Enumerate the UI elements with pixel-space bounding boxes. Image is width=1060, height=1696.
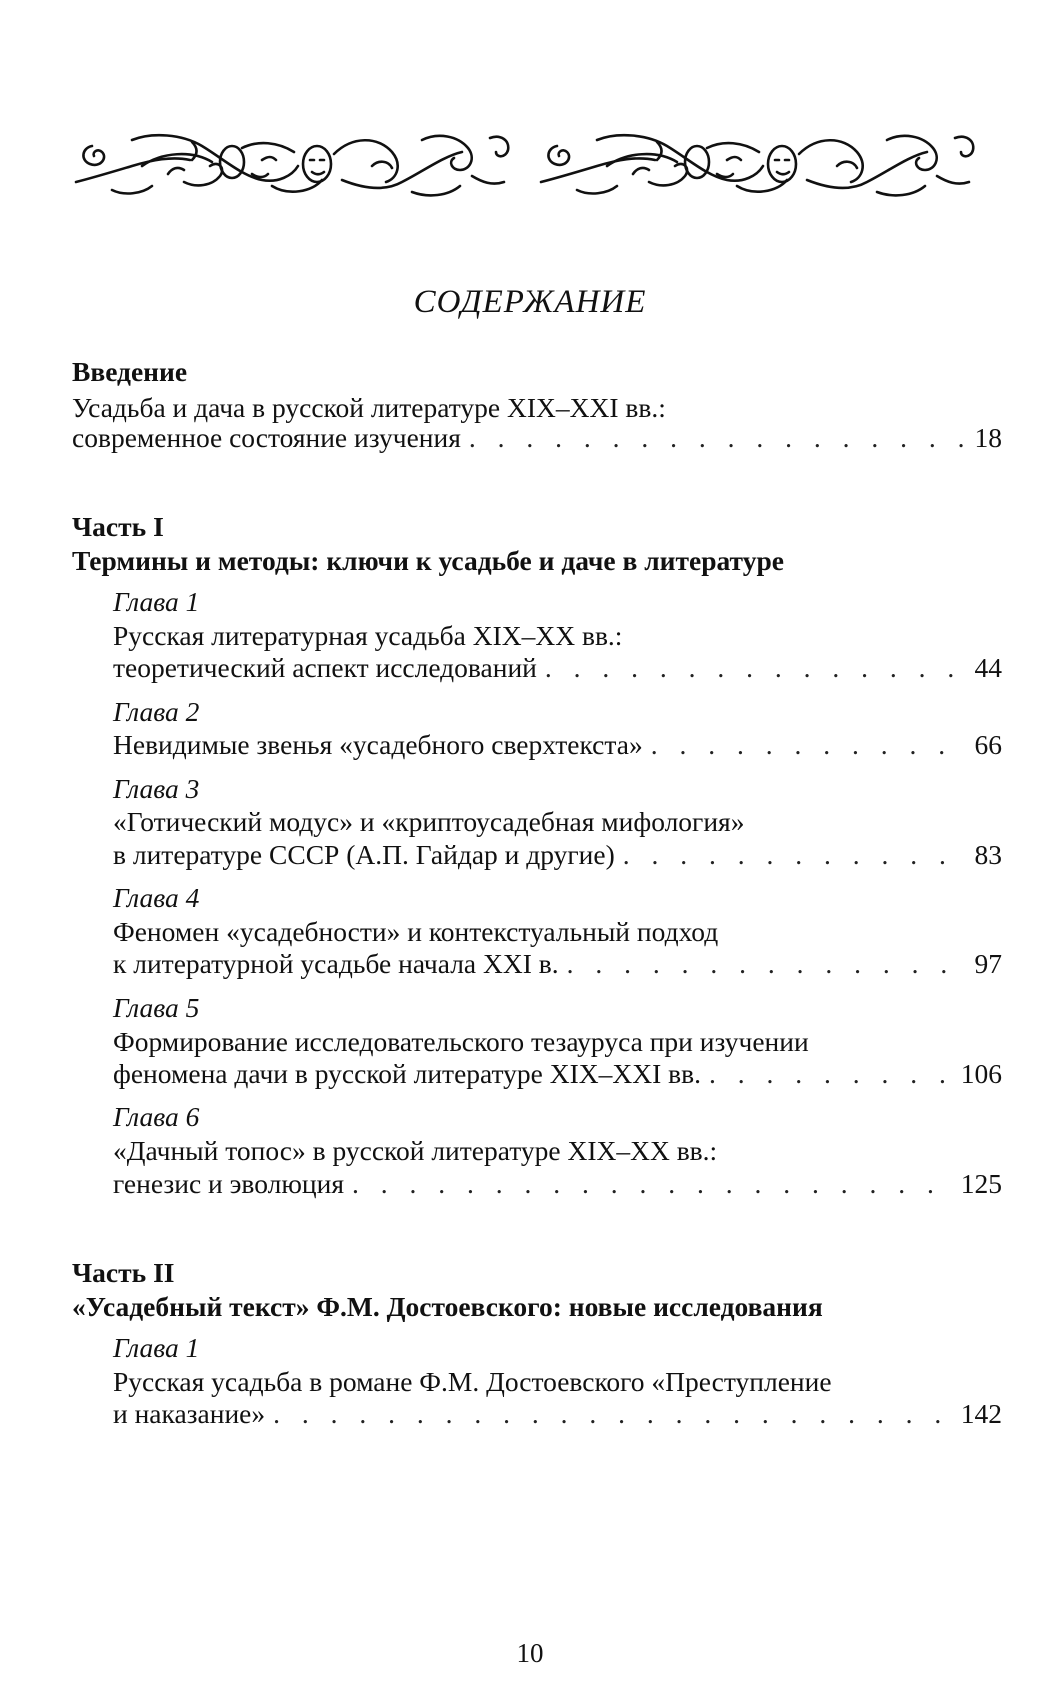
entry-text: феномена дачи в русской литературе XIX–XXI вв. <box>113 1058 701 1089</box>
part2-title: «Усадебный текст» Ф.М. Достоевского: новые исследования <box>72 1291 823 1322</box>
intro-label: Введение <box>72 356 188 387</box>
chapter-title-line1: Русская литературная усадьба XIX–XX вв.: <box>113 620 623 651</box>
dot-leader <box>461 420 967 456</box>
dot-leader <box>615 837 967 873</box>
page-number: 10 <box>516 1638 544 1668</box>
page-ref: 97 <box>974 948 1002 979</box>
chapter-title-line1: «Дачный топос» в русской литературе XIX–XX вв.: <box>113 1135 718 1166</box>
dot-leader <box>559 946 967 982</box>
entry-text: Невидимые звенья «усадебного сверхтекста» <box>113 729 643 760</box>
dot-leader <box>265 1396 953 1432</box>
chapter-title-line1: Русская усадьба в романе Ф.М. Достоевского «Преступление <box>113 1366 832 1397</box>
part1-label: Часть I <box>72 511 164 542</box>
page-ref: 125 <box>960 1168 1002 1199</box>
chapter-title-line1: Феномен «усадебности» и контекстуальный подход <box>113 916 719 947</box>
toc-entry-part1-ch4[interactable] <box>113 946 1002 982</box>
entry-text: и наказание» <box>113 1398 266 1429</box>
page-ref: 142 <box>960 1398 1002 1429</box>
chapter-label: Глава 2 <box>113 696 200 727</box>
toc-entry-part1-ch1[interactable] <box>113 650 1002 686</box>
toc-entry-part2-ch1[interactable] <box>113 1396 1002 1432</box>
ornament-band <box>72 126 1002 206</box>
page-ref: 44 <box>974 652 1002 683</box>
dot-leader <box>643 727 967 763</box>
part1-title: Термины и методы: ключи к усадьбе и даче в литературе <box>72 545 784 576</box>
chapter-title-line1: «Готический модус» и «криптоусадебная мифология» <box>113 806 745 837</box>
chapter-title-line1: Формирование исследовательского тезауруса при изучении <box>113 1026 809 1057</box>
toc-entry-part1-ch2[interactable] <box>113 727 1002 763</box>
chapter-label: Глава 1 <box>113 1332 200 1363</box>
toc-entry-part1-ch5[interactable] <box>113 1056 1002 1092</box>
toc-entry-part1-ch3[interactable] <box>113 837 1002 873</box>
chapter-label: Глава 1 <box>113 586 200 617</box>
entry-text: современное состояние изучения <box>72 422 461 453</box>
dot-leader <box>537 650 967 686</box>
chapter-label: Глава 5 <box>113 992 200 1023</box>
dot-leader <box>701 1056 953 1092</box>
chapter-label: Глава 4 <box>113 882 200 913</box>
entry-text: теоретический аспект исследований <box>113 652 537 683</box>
page-ref: 83 <box>974 839 1002 870</box>
entry-text: в литературе СССР (А.П. Гайдар и другие) <box>113 839 615 870</box>
chapter-label: Глава 3 <box>113 773 200 804</box>
toc-entry-part1-ch6[interactable] <box>113 1166 1002 1202</box>
dot-leader <box>344 1166 953 1202</box>
page-ref: 66 <box>974 729 1002 760</box>
page-title: СОДЕРЖАНИЕ <box>413 284 647 320</box>
chapter-label: Глава 6 <box>113 1101 200 1132</box>
part2-label: Часть II <box>72 1257 175 1288</box>
intro-title-line1: Усадьба и дача в русской литературе XIX–XXI вв.: <box>72 392 666 423</box>
toc-entry-intro[interactable] <box>72 420 1002 456</box>
entry-text: генезис и эволюция <box>113 1168 344 1199</box>
entry-text: к литературной усадьбе начала XXI в. <box>113 948 559 979</box>
page-ref: 106 <box>960 1058 1002 1089</box>
page-ref: 18 <box>974 422 1002 453</box>
